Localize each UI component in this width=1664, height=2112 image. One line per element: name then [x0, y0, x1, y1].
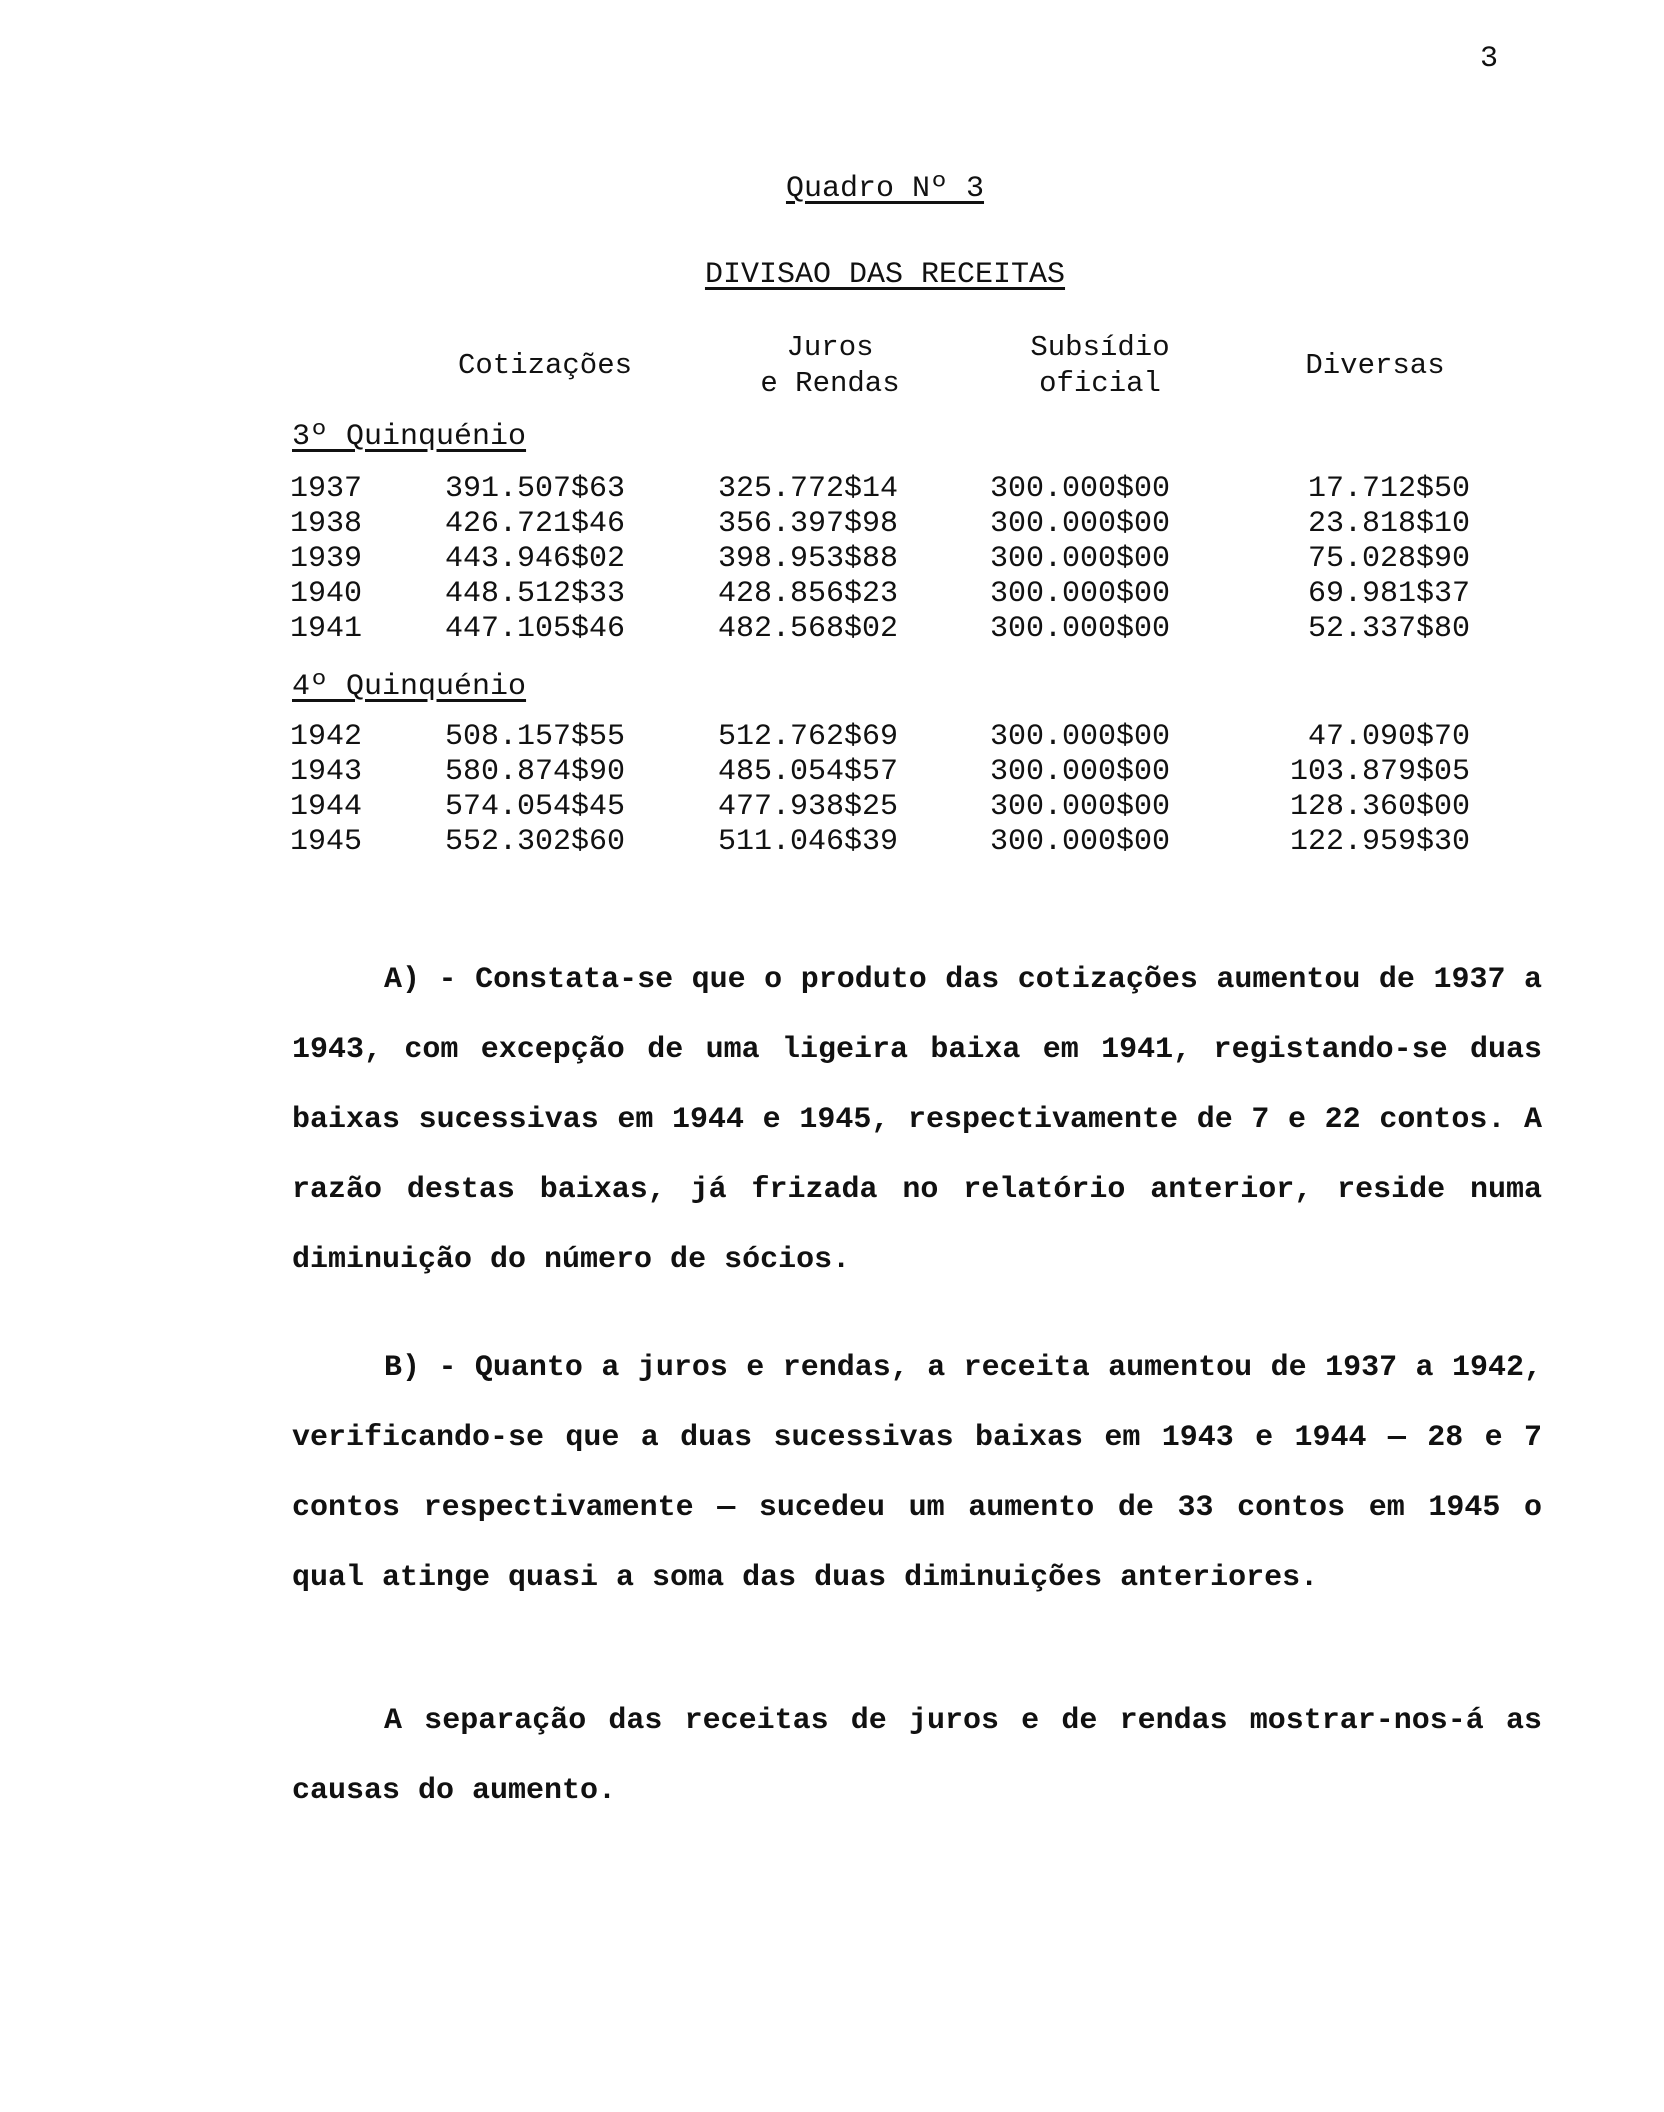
- cell-subsidio: 300.000$00: [990, 577, 1171, 611]
- cell-cotizacoes: 574.054$45: [445, 790, 626, 824]
- cell-diversas: 69.981$37: [1307, 577, 1470, 611]
- cell-juros: 325.772$14: [718, 472, 899, 506]
- table-row: [290, 755, 1470, 790]
- header-cotizacoes: Cotizações: [457, 349, 633, 382]
- paragraph-a: A) - Constata-se que o produto das cotizações aumentou de 1937 a 1943, com excepção de uma ligeira baixa em 1941, registando-se duas baixas sucessivas em 1944 e 1945, respectivamente de 7 e 22 contos. A razão destas baixas, já frizada no relatório anterior, reside numa diminuição do número de sócios.: [292, 963, 1542, 1277]
- cell-cotizacoes: 426.721$46: [445, 507, 626, 541]
- cell-diversas: 103.879$05: [1289, 755, 1470, 789]
- cell-subsidio: 300.000$00: [990, 542, 1171, 576]
- cell-subsidio: 300.000$00: [990, 472, 1171, 506]
- page-number: 3: [1480, 42, 1499, 76]
- cell-juros: 512.762$69: [718, 720, 899, 754]
- cell-subsidio: 300.000$00: [990, 720, 1171, 754]
- cell-year: 1937: [290, 472, 363, 506]
- header-diversas: Diversas: [1305, 349, 1445, 382]
- cell-year: 1945: [290, 825, 363, 859]
- cell-juros: 511.046$39: [718, 825, 899, 859]
- table-row: [290, 612, 1470, 647]
- table-row: [290, 542, 1470, 577]
- table-row: [290, 472, 1470, 507]
- cell-juros: 477.938$25: [718, 790, 899, 824]
- cell-juros: 356.397$98: [718, 507, 899, 541]
- cell-year: 1942: [290, 720, 363, 754]
- cell-juros: 398.953$88: [718, 542, 899, 576]
- cell-diversas: 122.959$30: [1289, 825, 1470, 859]
- cell-year: 1941: [290, 612, 363, 646]
- cell-cotizacoes: 508.157$55: [445, 720, 626, 754]
- cell-cotizacoes: 448.512$33: [445, 577, 626, 611]
- cell-subsidio: 300.000$00: [990, 790, 1171, 824]
- cell-subsidio: 300.000$00: [990, 507, 1171, 541]
- table-row: [290, 507, 1470, 542]
- table-row: [290, 577, 1470, 612]
- cell-year: 1940: [290, 577, 363, 611]
- cell-juros: 482.568$02: [718, 612, 899, 646]
- period-label-4: 4º Quinquénio: [292, 670, 527, 704]
- cell-cotizacoes: 447.105$46: [445, 612, 626, 646]
- period-rows-4: [290, 720, 1470, 860]
- header-juros: Juros e Rendas: [760, 331, 900, 400]
- cell-year: 1943: [290, 755, 363, 789]
- cell-subsidio: 300.000$00: [990, 612, 1171, 646]
- table-row: [290, 825, 1470, 860]
- cell-cotizacoes: 580.874$90: [445, 755, 626, 789]
- cell-year: 1938: [290, 507, 363, 541]
- cell-year: 1939: [290, 542, 363, 576]
- header-subsidio: Subsídio oficial: [1030, 331, 1170, 400]
- cell-cotizacoes: 552.302$60: [445, 825, 626, 859]
- table-subtitle: DIVISAO DAS RECEITAS: [704, 258, 1066, 292]
- cell-diversas: 23.818$10: [1307, 507, 1470, 541]
- cell-juros: 485.054$57: [718, 755, 899, 789]
- paragraph-b: B) - Quanto a juros e rendas, a receita aumentou de 1937 a 1942, verificando-se que a duas sucessivas baixas em 1943 e 1944 — 28 e 7 contos respectivamente — sucedeu um aumento de 33 contos em 1945 o qual atinge quasi a soma das duas diminuições anteriores.: [292, 1351, 1542, 1595]
- cell-diversas: 17.712$50: [1307, 472, 1470, 506]
- cell-juros: 428.856$23: [718, 577, 899, 611]
- period-label-3: 3º Quinquénio: [292, 420, 527, 454]
- paragraph-c: A separação das receitas de juros e de rendas mostrar-nos-á as causas do aumento.: [292, 1704, 1542, 1808]
- table-row: [290, 720, 1470, 755]
- table-title: Quadro Nº 3: [785, 172, 985, 206]
- cell-cotizacoes: 391.507$63: [445, 472, 626, 506]
- cell-diversas: 52.337$80: [1307, 612, 1470, 646]
- period-rows-3: [290, 472, 1470, 647]
- cell-diversas: 75.028$90: [1307, 542, 1470, 576]
- cell-cotizacoes: 443.946$02: [445, 542, 626, 576]
- cell-diversas: 128.360$00: [1289, 790, 1470, 824]
- cell-subsidio: 300.000$00: [990, 825, 1171, 859]
- cell-subsidio: 300.000$00: [990, 755, 1171, 789]
- table-row: [290, 790, 1470, 825]
- cell-diversas: 47.090$70: [1307, 720, 1470, 754]
- cell-year: 1944: [290, 790, 363, 824]
